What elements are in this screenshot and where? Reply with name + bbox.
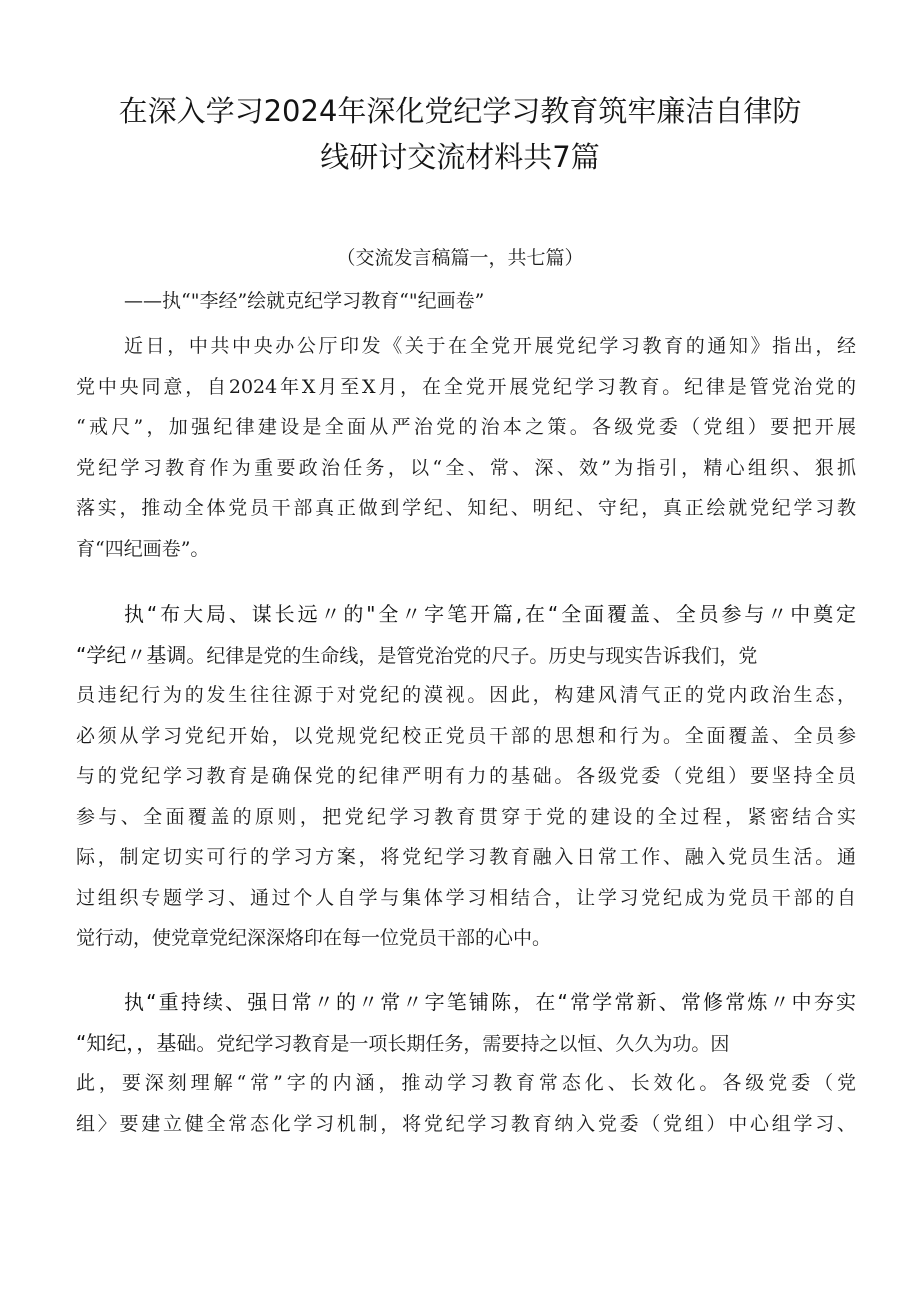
paragraph-2-heading-line-2 bbox=[76, 635, 856, 676]
document-title-line-2: 线研讨交流材料共7篇 bbox=[320, 140, 600, 174]
paragraph-1-line: 党中央同意，自2024年X月至X月，在全党开展党纪学习教育。纪律是管党治党的 bbox=[76, 375, 856, 398]
paragraph-3-line: 组〉要建立健全常态化学习机制，将党纪学习教育纳入党委（党组）中心组学习、 bbox=[76, 1112, 856, 1135]
paragraph-2-first-sentence: 纪律是党的生命线，是管党治党的尺子。历史与现实告诉我们，党 bbox=[206, 644, 758, 667]
document-lead-line: ——执“"李经”绘就克纪学习教育“"纪画卷” bbox=[124, 290, 485, 312]
paragraph-2-heading-line-1: 执“布大局、谋长远〃的"全〃字笔开篇,在“全面覆盖、全员参与〃中奠定 bbox=[124, 602, 856, 626]
paragraph-2-line: 必须从学习党纪开始，以党规党纪校正党员干部的思想和行为。全面覆盖、全员参 bbox=[76, 724, 856, 747]
paragraph-1-line: 落实，推动全体党员干部真正做到学纪、知纪、明纪、守纪，真正绘就党纪学习教 bbox=[76, 497, 856, 519]
paragraph-2-line: 过组织专题学习、通过个人自学与集体学习相结合，让学习党纪成为党员干部的自 bbox=[76, 886, 856, 909]
paragraph-2-line: 与的党纪学习教育是确保党的纪律严明有力的基础。各级党委（党组）要坚持全员 bbox=[76, 765, 856, 787]
paragraph-1-line: 育“四纪画卷”。 bbox=[76, 537, 210, 560]
paragraph-1-line: 党纪学习教育作为重要政治任务，以“全、常、深、效”为指引，精心组织、狠抓 bbox=[76, 456, 856, 479]
paragraph-2-line: 觉行动，使党章党纪深深烙印在每一位党员干部的心中。 bbox=[76, 927, 552, 949]
document-subtitle: （交流发言稿篇一，共七篇） bbox=[336, 247, 584, 269]
paragraph-1-line: 近日，中共中央办公厅印发《关于在全党开展党纪学习教育的通知》指出，经 bbox=[124, 335, 856, 357]
paragraph-2 bbox=[76, 594, 856, 959]
paragraph-2-heading-tail: “学纪〃基调。 bbox=[76, 642, 207, 667]
paragraph-3-heading-tail: “知纪，，基础。 bbox=[76, 1030, 217, 1055]
paragraph-3-first-sentence: 党纪学习教育是一项长期任务，需要持之以恒、久久为功。因 bbox=[216, 1032, 730, 1055]
document-title-line-1: 在深入学习2024年深化党纪学习教育筑牢廉洁自律防 bbox=[118, 94, 802, 128]
paragraph-3-heading-line-1: 执“重持续、强日常〃的〃常〃字笔铺陈，在“常学常新、常修常炼〃中夯实 bbox=[124, 990, 856, 1014]
paragraph-3 bbox=[76, 982, 856, 1144]
paragraph-3-heading-line-2 bbox=[76, 1023, 856, 1064]
paragraph-1-line: “戒尺”，加强纪律建设是全面从严治党的治本之策。各级党委（党组）要把开展 bbox=[76, 416, 856, 438]
paragraph-3-line: 此，要深刻理解“常”字的内涵，推动学习教育常态化、长效化。各级党委（党 bbox=[76, 1072, 856, 1094]
paragraph-2-line: 员违纪行为的发生往往源于对党纪的漠视。因此，构建风清气正的党内政治生态， bbox=[76, 684, 856, 706]
paragraph-2-line: 际，制定切实可行的学习方案，将党纪学习教育融入日常工作、融入党员生活。通 bbox=[76, 846, 856, 868]
paragraph-2-line: 参与、全面覆盖的原则，把党纪学习教育贯穿于党的建设的全过程，紧密结合实 bbox=[76, 805, 856, 828]
paragraph-1 bbox=[76, 326, 856, 569]
